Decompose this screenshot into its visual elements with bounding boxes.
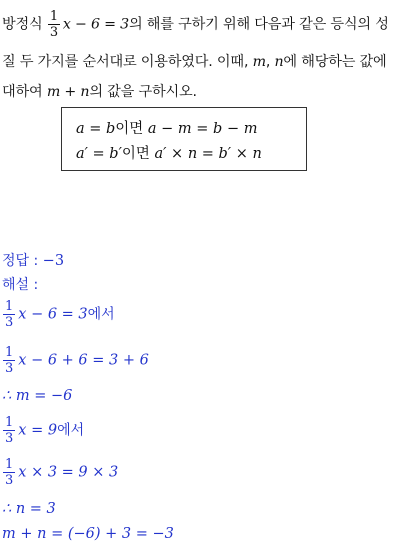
answer-label: 정답 : <box>2 253 39 269</box>
question-fraction: $\frac{1}{3}$ <box>49 9 58 40</box>
answer-line <box>2 250 64 270</box>
step-1: $\frac{1}{3}$ x − 6 = 3에서 <box>5 299 115 330</box>
answer-value: −3 <box>42 253 65 269</box>
question-line1-rest: 의 해를 구하기 위해 다음과 같은 등식의 성 <box>128 16 389 33</box>
explanation-label: 해설 : <box>2 277 39 293</box>
step-2: $\frac{1}{3}$ x − 6 + 6 = 3 + 6 <box>5 345 149 376</box>
question-line-1 <box>2 10 389 39</box>
property-rule-2: a′ = b′이면 a′ × n = b′ × n <box>76 146 262 162</box>
step-7: m + n = (−6) + 3 = −3 <box>2 526 174 542</box>
step-6: ∴ n = 3 <box>2 501 56 517</box>
step-4: $\frac{1}{3}$ x = 9에서 <box>5 415 85 446</box>
question-line-2: 질 두 가지를 순서대로 이용하였다. 이때, m, n에 해당하는 값에 <box>2 54 387 70</box>
question-line-3: 대하여 m + n의 값을 구하시오. <box>2 84 197 100</box>
equality-properties-box <box>61 107 307 171</box>
step-5: $\frac{1}{3}$ x × 3 = 9 × 3 <box>5 457 119 488</box>
step-3: ∴ m = −6 <box>2 388 73 404</box>
question-equation: x − 6 = 3 <box>62 16 129 33</box>
property-rule-1: a = b이면 a − m = b − m <box>76 121 258 137</box>
question-prefix: 방정식 <box>2 16 43 33</box>
